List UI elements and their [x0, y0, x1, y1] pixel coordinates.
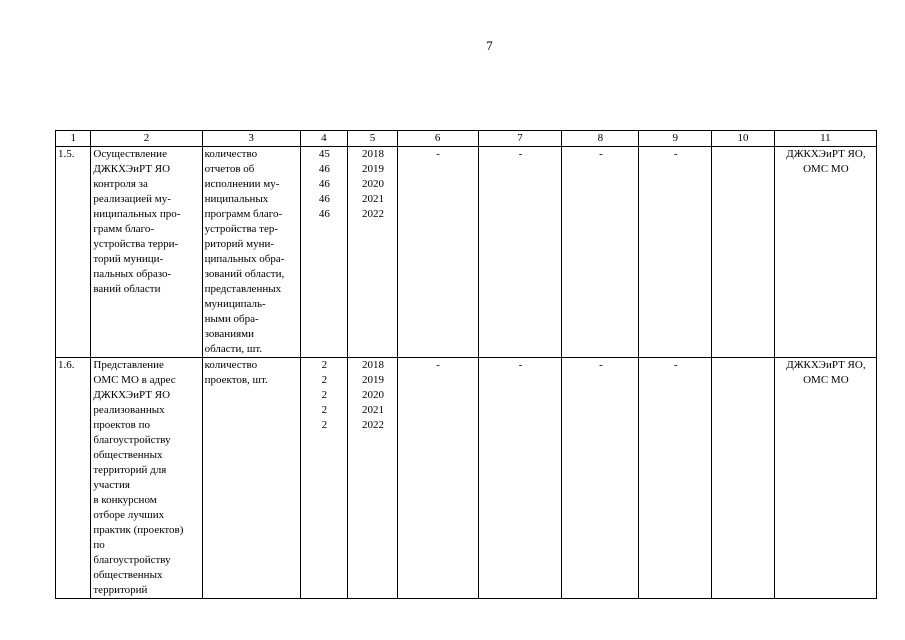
activity-cell-line: в конкурсном	[93, 494, 157, 506]
values-cell-line: 46	[318, 193, 330, 205]
indicator-cell-line: количество	[204, 148, 258, 160]
column-header: 7	[478, 131, 562, 147]
activity-cell-line: реализованных	[93, 404, 165, 416]
activity-cell-line: ниципальных про-	[93, 208, 181, 220]
column-header: 3	[202, 131, 300, 147]
activity-cell-line: устройства терри-	[93, 238, 179, 250]
executors-cell-line: ДЖКХЭиРТ ЯО,	[786, 359, 866, 371]
years-cell-line: 2020	[361, 389, 384, 401]
indicator-cell	[202, 358, 300, 599]
activity-cell	[91, 358, 202, 599]
activity-cell-line: Осуществление	[93, 148, 167, 160]
indicator-cell	[202, 147, 300, 358]
header-row	[56, 131, 877, 147]
activity-cell-line: ДЖКХЭиРТ ЯО	[93, 389, 171, 401]
column-header: 2	[91, 131, 202, 147]
values-cell-line: 46	[318, 178, 330, 190]
activity-cell-line: общественных	[93, 449, 163, 461]
col9-cell: -	[639, 358, 712, 599]
indicator-cell-line: ниципальных	[204, 193, 269, 205]
col9-cell: -	[639, 147, 712, 358]
indicator-cell-line: количество	[204, 359, 258, 371]
indicator-cell-line: исполнении му-	[204, 178, 280, 190]
col8-cell: -	[562, 358, 639, 599]
values-cell-line: 2	[321, 359, 328, 371]
years-cell	[348, 147, 398, 358]
activity-cell-line: реализацией му-	[93, 193, 171, 205]
col6-cell: -	[397, 147, 478, 358]
table-row	[56, 147, 877, 358]
activities-table	[55, 130, 877, 599]
values-cell-line: 46	[318, 163, 330, 175]
values-cell-line: 2	[321, 389, 328, 401]
activity-cell-line: общественных	[93, 569, 163, 581]
column-header: 5	[348, 131, 398, 147]
activity-cell-line: грамм благо-	[93, 223, 155, 235]
years-cell-line: 2019	[361, 374, 384, 386]
col7-cell: -	[478, 358, 562, 599]
executors-cell-line: ОМС МО	[803, 374, 849, 386]
activity-cell-line: ваний области	[93, 283, 161, 295]
indicator-cell-line: ципальных обра-	[204, 253, 285, 265]
col10-cell	[712, 147, 775, 358]
years-cell	[348, 358, 398, 599]
column-header: 11	[774, 131, 876, 147]
activity-cell	[91, 147, 202, 358]
executors-cell-line: ДЖКХЭиРТ ЯО,	[786, 148, 866, 160]
activity-cell-line: по	[93, 539, 105, 551]
indicator-cell-line: программ благо-	[204, 208, 283, 220]
page-number: 7	[486, 38, 493, 53]
years-cell-line: 2018	[361, 148, 384, 160]
activity-cell-line: ДЖКХЭиРТ ЯО	[93, 163, 171, 175]
years-cell-line: 2020	[361, 178, 384, 190]
column-header: 6	[397, 131, 478, 147]
indicator-cell-line: зований области,	[204, 268, 285, 280]
activity-cell-line: отборе лучших	[93, 509, 165, 521]
indicator-cell-line: зованиями	[204, 328, 254, 340]
activity-cell-line: пальных образо-	[93, 268, 172, 280]
column-header: 4	[300, 131, 348, 147]
column-header: 1	[56, 131, 91, 147]
indicator-cell-line: риторий муни-	[204, 238, 275, 250]
indicator-cell-line: отчетов об	[204, 163, 255, 175]
column-header: 8	[562, 131, 639, 147]
years-cell-line: 2018	[361, 359, 384, 371]
values-cell-line: 46	[318, 208, 330, 220]
executors-cell-line: ОМС МО	[803, 163, 849, 175]
table-row	[56, 358, 877, 599]
activity-cell-line: проектов по	[93, 419, 150, 431]
years-cell-line: 2021	[361, 404, 384, 416]
indicator-cell-line: муниципаль-	[204, 298, 266, 310]
indicator-cell-line: области, шт.	[204, 343, 263, 355]
col6-cell: -	[397, 358, 478, 599]
values-cell	[300, 358, 348, 599]
years-cell-line: 2019	[361, 163, 384, 175]
years-cell-line: 2022	[361, 419, 384, 431]
activity-cell-line: Представление	[93, 359, 164, 371]
col7-cell: -	[478, 147, 562, 358]
values-cell	[300, 147, 348, 358]
row-number-cell: 1.6.	[56, 358, 91, 599]
activity-cell-line: практик (проектов)	[93, 524, 184, 536]
activity-cell-line: благоустройству	[93, 434, 171, 446]
values-cell-line: 2	[321, 374, 328, 386]
executors-cell	[774, 147, 876, 358]
column-header: 10	[712, 131, 775, 147]
values-cell-line: 2	[321, 419, 328, 431]
col10-cell	[712, 358, 775, 599]
indicator-cell-line: проектов, шт.	[204, 374, 268, 386]
indicator-cell-line: устройства тер-	[204, 223, 279, 235]
years-cell-line: 2022	[361, 208, 384, 220]
activity-cell-line: территорий	[93, 584, 148, 596]
years-cell-line: 2021	[361, 193, 384, 205]
values-cell-line: 45	[318, 148, 330, 160]
activity-cell-line: ОМС МО в адрес	[93, 374, 176, 386]
column-header: 9	[639, 131, 712, 147]
activity-cell-line: контроля за	[93, 178, 148, 190]
values-cell-line: 2	[321, 404, 328, 416]
col8-cell: -	[562, 147, 639, 358]
executors-cell	[774, 358, 876, 599]
activity-cell-line: участия	[93, 479, 130, 491]
row-number-cell: 1.5.	[56, 147, 91, 358]
activity-cell-line: торий муници-	[93, 253, 164, 265]
activity-cell-line: благоустройству	[93, 554, 171, 566]
activity-cell-line: территорий для	[93, 464, 167, 476]
indicator-cell-line: ными обра-	[204, 313, 259, 325]
indicator-cell-line: представленных	[204, 283, 282, 295]
